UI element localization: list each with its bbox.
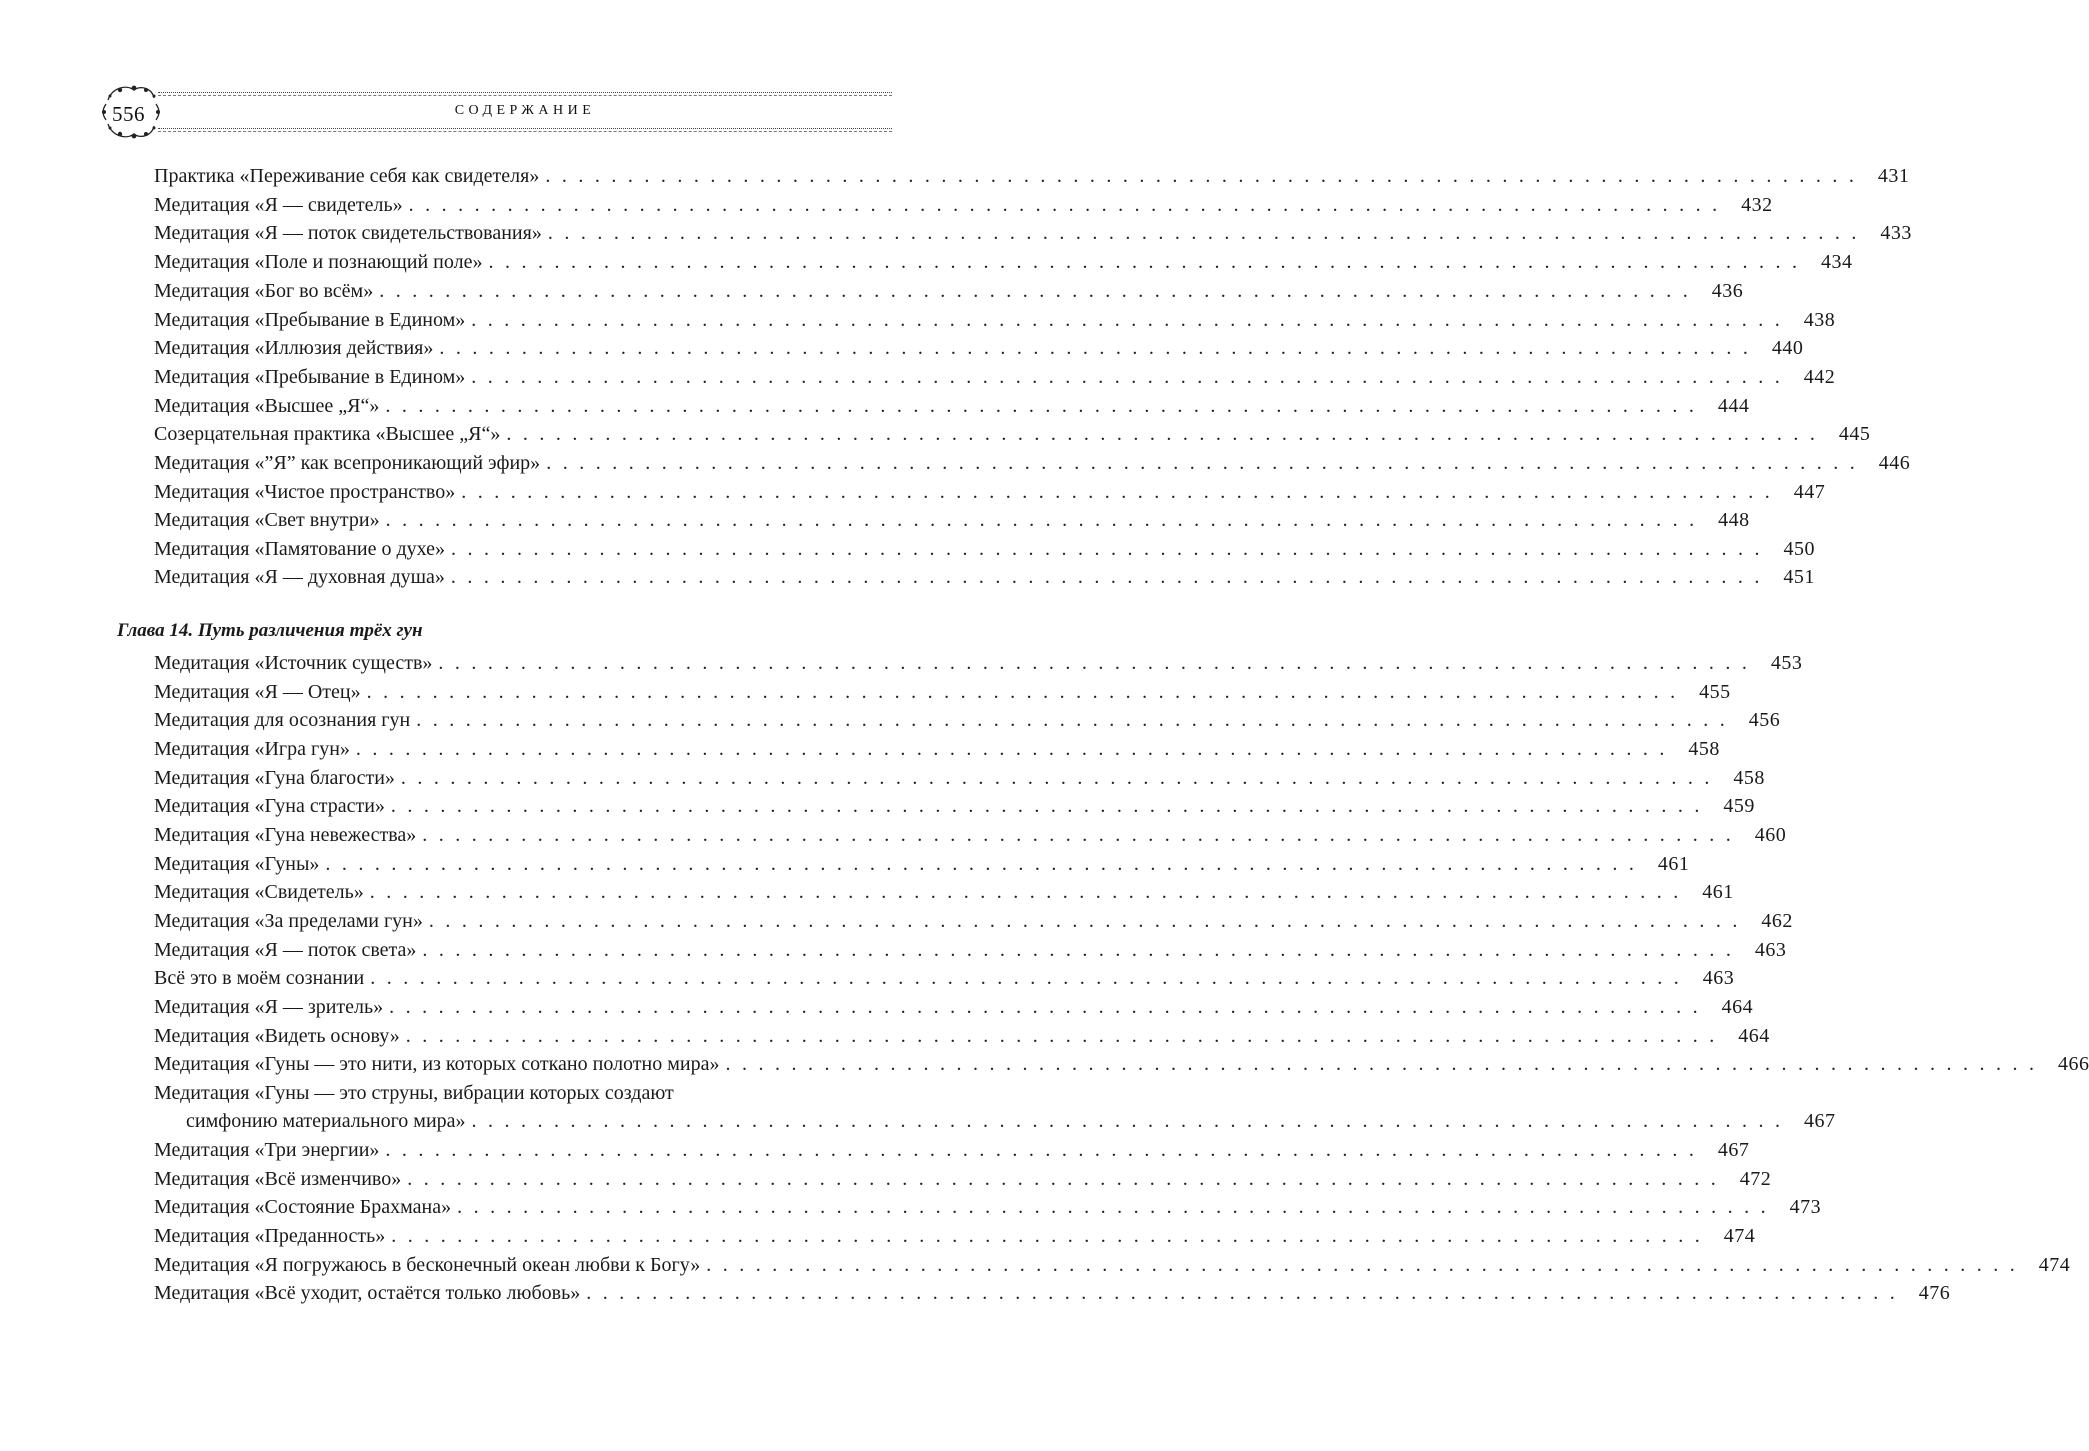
toc-entry-page: 440 [1771, 337, 1804, 359]
toc-dot-leader: ................................................................................ [422, 824, 1743, 846]
toc-entry[interactable] [154, 993, 1754, 1021]
toc-entry-title: Медитация «Чистое пространство» [154, 481, 456, 503]
toc-entry-title: Медитация «Свет внутри» [154, 509, 380, 531]
toc-entry-page: 458 [1733, 767, 1765, 789]
header-rule-top [158, 92, 892, 93]
toc-dot-leader: ................................................................................ [416, 709, 1737, 731]
toc-entry-title: Медитация «Игра гун» [154, 738, 350, 760]
toc-entry-page: 474 [1723, 1225, 1756, 1247]
toc-entry[interactable] [154, 306, 1836, 334]
toc-entry[interactable] [154, 563, 1815, 591]
toc-entry-page: 436 [1711, 280, 1744, 302]
toc-dot-leader: ................................................................................ [545, 165, 1866, 187]
toc-dot-leader: ................................................................................ [428, 910, 1749, 932]
toc-entry-title: Медитация «Гуна страсти» [154, 795, 385, 817]
toc-entry-title: Практика «Переживание себя как свидетеля» [154, 165, 540, 187]
toc-entry-title: Медитация «Три энергии» [154, 1139, 380, 1161]
toc-entry-page: 472 [1739, 1168, 1772, 1190]
toc-entry-title: Медитация «Поле и познающий поле» [154, 251, 483, 273]
toc-entry-page: 456 [1748, 709, 1781, 731]
toc-entry-page: 438 [1803, 309, 1836, 331]
toc-dot-leader: ................................................................................ [438, 652, 1759, 674]
toc-dot-leader: ................................................................................ [439, 337, 1760, 359]
toc-entry-title: Медитация «Источник существ» [154, 652, 433, 674]
toc-entry[interactable] [154, 363, 1836, 391]
toc-entry-title: Всё это в моём сознании [154, 967, 365, 989]
toc-entry-page: 434 [1820, 251, 1853, 273]
toc-entry[interactable] [154, 1022, 1770, 1050]
toc-entry-page: 433 [1880, 222, 1912, 244]
toc-entry-title: Медитация «Я — Отец» [154, 681, 361, 703]
toc-entry-page: 442 [1803, 366, 1836, 388]
toc-entry-title: Медитация «Памятование о духе» [154, 538, 446, 560]
toc-entry-page: 466 [2057, 1053, 2089, 1075]
toc-entry[interactable] [154, 936, 1787, 964]
toc-dot-leader: ................................................................................ [405, 1025, 1726, 1047]
toc-entry-title: Медитация «Гуны — это нити, из которых соткано полотно мира» [154, 1053, 720, 1075]
toc-entry[interactable] [154, 735, 1720, 763]
toc-dot-leader: ................................................................................ [385, 509, 1706, 531]
toc-entry-title: Медитация «За пределами гун» [154, 910, 423, 932]
toc-entry-page: 460 [1754, 824, 1787, 846]
toc-entry-page: 448 [1718, 509, 1750, 531]
toc-entry[interactable] [154, 878, 1734, 906]
toc-entry-page: 474 [2038, 1254, 2071, 1276]
toc-entry-page: 467 [1804, 1110, 1836, 1132]
toc-entry[interactable] [154, 1165, 1772, 1193]
toc-entry-page: 464 [1721, 996, 1754, 1018]
toc-entry-title: Созерцательная практика «Высшее „Я“» [154, 423, 501, 445]
toc-entry-title: Медитация «Я — поток света» [154, 939, 417, 961]
toc-entry-page: 467 [1717, 1139, 1750, 1161]
toc-dot-leader: ................................................................................ [391, 1225, 1712, 1247]
toc-dot-leader: ................................................................................ [451, 538, 1772, 560]
toc-dot-leader: ................................................................................ [400, 767, 1721, 789]
header-rule-bottom [158, 128, 892, 129]
running-header [100, 82, 892, 142]
chapter-heading[interactable]: Глава 14. Путь различения трёх гун [117, 620, 423, 641]
toc-entry-page: 446 [1878, 452, 1911, 474]
toc-entry-page: 444 [1717, 395, 1750, 417]
toc-entry[interactable] [154, 907, 1793, 935]
toc-dot-leader: ................................................................................ [385, 395, 1706, 417]
toc-entry-title: Медитация «Пребывание в Едином» [154, 309, 466, 331]
toc-dot-leader: ................................................................................ [586, 1282, 1907, 1304]
toc-dot-leader: ................................................................................ [379, 280, 1700, 302]
header-rule-bottom-inner [158, 131, 892, 132]
toc-dot-leader: ................................................................................ [389, 996, 1710, 1018]
toc-dot-leader: ................................................................................ [385, 1139, 1706, 1161]
toc-entry[interactable] [154, 678, 1731, 706]
toc-entry-page: 473 [1789, 1196, 1822, 1218]
toc-entry[interactable] [154, 792, 1755, 820]
toc-entry[interactable] [154, 706, 1781, 734]
header-rule-top-inner [158, 95, 892, 96]
toc-entry[interactable] [154, 850, 1690, 878]
toc-entry[interactable] [154, 420, 1871, 448]
toc-entry-title: Медитация «Я — зритель» [154, 996, 384, 1018]
toc-entry[interactable] [154, 277, 1744, 305]
toc-entry-title: Медитация «Всё уходит, остаётся только любовь» [154, 1282, 581, 1304]
toc-entry[interactable] [154, 764, 1765, 792]
toc-entry-page: 455 [1699, 681, 1731, 703]
toc-dot-leader: ................................................................................ [546, 452, 1867, 474]
toc-entry-page: 451 [1783, 566, 1815, 588]
toc-entry-page: 458 [1688, 738, 1720, 760]
toc-dot-leader: ................................................................................ [450, 566, 1771, 588]
toc-entry-page: 447 [1793, 481, 1826, 503]
toc-dot-leader: ................................................................................ [355, 738, 1676, 760]
toc-dot-leader: ................................................................................ [390, 795, 1711, 817]
toc-dot-leader: ................................................................................ [725, 1053, 2046, 1075]
toc-entry[interactable] [154, 191, 1773, 219]
toc-entry[interactable] [154, 535, 1816, 563]
toc-entry-title: Медитация «Гуны — это струны, вибрации которых создают [154, 1082, 674, 1104]
toc-entry[interactable] [154, 821, 1787, 849]
toc-entry[interactable] [154, 334, 1804, 362]
toc-dot-leader: ................................................................................ [506, 423, 1827, 445]
toc-dot-leader: ................................................................................ [471, 309, 1792, 331]
toc-dot-leader: ................................................................................ [370, 967, 1691, 989]
toc-entry[interactable] [154, 219, 1912, 247]
toc-entry-page: 450 [1783, 538, 1816, 560]
toc-entry-page: 431 [1877, 165, 1910, 187]
toc-entry[interactable] [154, 1136, 1750, 1164]
toc-entry-page: 476 [1918, 1282, 1951, 1304]
toc-entry-title: Медитация «Иллюзия действия» [154, 337, 434, 359]
toc-dot-leader: ................................................................................ [706, 1254, 2027, 1276]
toc-entry[interactable] [154, 964, 1735, 992]
toc-entry-title: Медитация «Я — поток свидетельствования» [154, 222, 542, 244]
toc-entry[interactable] [154, 1050, 2089, 1078]
toc-entry[interactable] [154, 1251, 2071, 1279]
toc-entry[interactable] [154, 162, 1910, 190]
toc-entry-page: 462 [1761, 910, 1793, 932]
toc-entry[interactable] [154, 649, 1803, 677]
toc-entry-title: Медитация «Высшее „Я“» [154, 395, 380, 417]
toc-dot-leader: ................................................................................ [369, 881, 1690, 903]
toc-entry[interactable] [154, 449, 1911, 477]
toc-entry-page: 463 [1754, 939, 1787, 961]
toc-dot-leader: ................................................................................ [422, 939, 1743, 961]
toc-entry-title: Медитация «Я — свидетель» [154, 194, 403, 216]
toc-entry-page: 464 [1738, 1025, 1770, 1047]
toc-entry-title: Медитация «Пребывание в Едином» [154, 366, 466, 388]
toc-entry-title: Медитация «Я — духовная душа» [154, 566, 445, 588]
toc-entry[interactable] [154, 392, 1750, 420]
toc-entry-title: Медитация «Гуна невежества» [154, 824, 417, 846]
toc-entry-page: 459 [1723, 795, 1755, 817]
toc-entry-page: 461 [1702, 881, 1734, 903]
toc-entry[interactable] [154, 248, 1853, 276]
toc-entry-title: Медитация «Состояние Брахмана» [154, 1196, 452, 1218]
toc-entry[interactable] [154, 478, 1826, 506]
toc-entry-continuation[interactable] [186, 1107, 1836, 1135]
toc-dot-leader: ................................................................................ [366, 681, 1687, 703]
toc-dot-leader: ................................................................................ [547, 222, 1868, 244]
toc-dot-leader: ................................................................................ [461, 481, 1782, 503]
toc-dot-leader: ................................................................................ [471, 1110, 1792, 1132]
toc-entry-page: 432 [1741, 194, 1773, 216]
toc-entry[interactable] [154, 1079, 890, 1107]
toc-entry-title: Медитация для осознания гун [154, 709, 411, 731]
page-number: 556 [112, 102, 145, 126]
toc-dot-leader: ................................................................................ [488, 251, 1809, 273]
toc-entry-page: 461 [1657, 853, 1690, 875]
toc-entry-title: Медитация «”Я” как всепроникающий эфир» [154, 452, 541, 474]
running-title: СОДЕРЖАНИЕ [454, 103, 596, 118]
toc-entry[interactable] [154, 1222, 1756, 1250]
toc-entry-title: Медитация «Всё изменчиво» [154, 1168, 402, 1190]
toc-entry-title: Медитация «Гуна благости» [154, 767, 395, 789]
toc-dot-leader: ................................................................................ [325, 853, 1646, 875]
toc-dot-leader: ................................................................................ [471, 366, 1792, 388]
toc-entry-page: 445 [1838, 423, 1871, 445]
toc-dot-leader: ................................................................................ [407, 1168, 1728, 1190]
toc-entry-page: 463 [1702, 967, 1735, 989]
toc-entry-title: Медитация «Бог во всём» [154, 280, 374, 302]
toc-entry-title: симфонию материального мира» [186, 1110, 466, 1132]
toc-entry[interactable] [154, 1193, 1822, 1221]
toc-entry-title: Медитация «Я погружаюсь в бесконечный океан любви к Богу» [154, 1254, 701, 1276]
toc-entry-title: Медитация «Видеть основу» [154, 1025, 400, 1047]
toc-entry-page: 453 [1770, 652, 1803, 674]
toc-entry-title: Медитация «Свидетель» [154, 881, 364, 903]
toc-entry[interactable] [154, 1279, 1951, 1307]
toc-dot-leader: ................................................................................ [408, 194, 1729, 216]
toc-entry-title: Медитация «Гуны» [154, 853, 320, 875]
toc-entry-title: Медитация «Преданность» [154, 1225, 386, 1247]
toc-dot-leader: ................................................................................ [457, 1196, 1778, 1218]
toc-entry[interactable] [154, 506, 1750, 534]
